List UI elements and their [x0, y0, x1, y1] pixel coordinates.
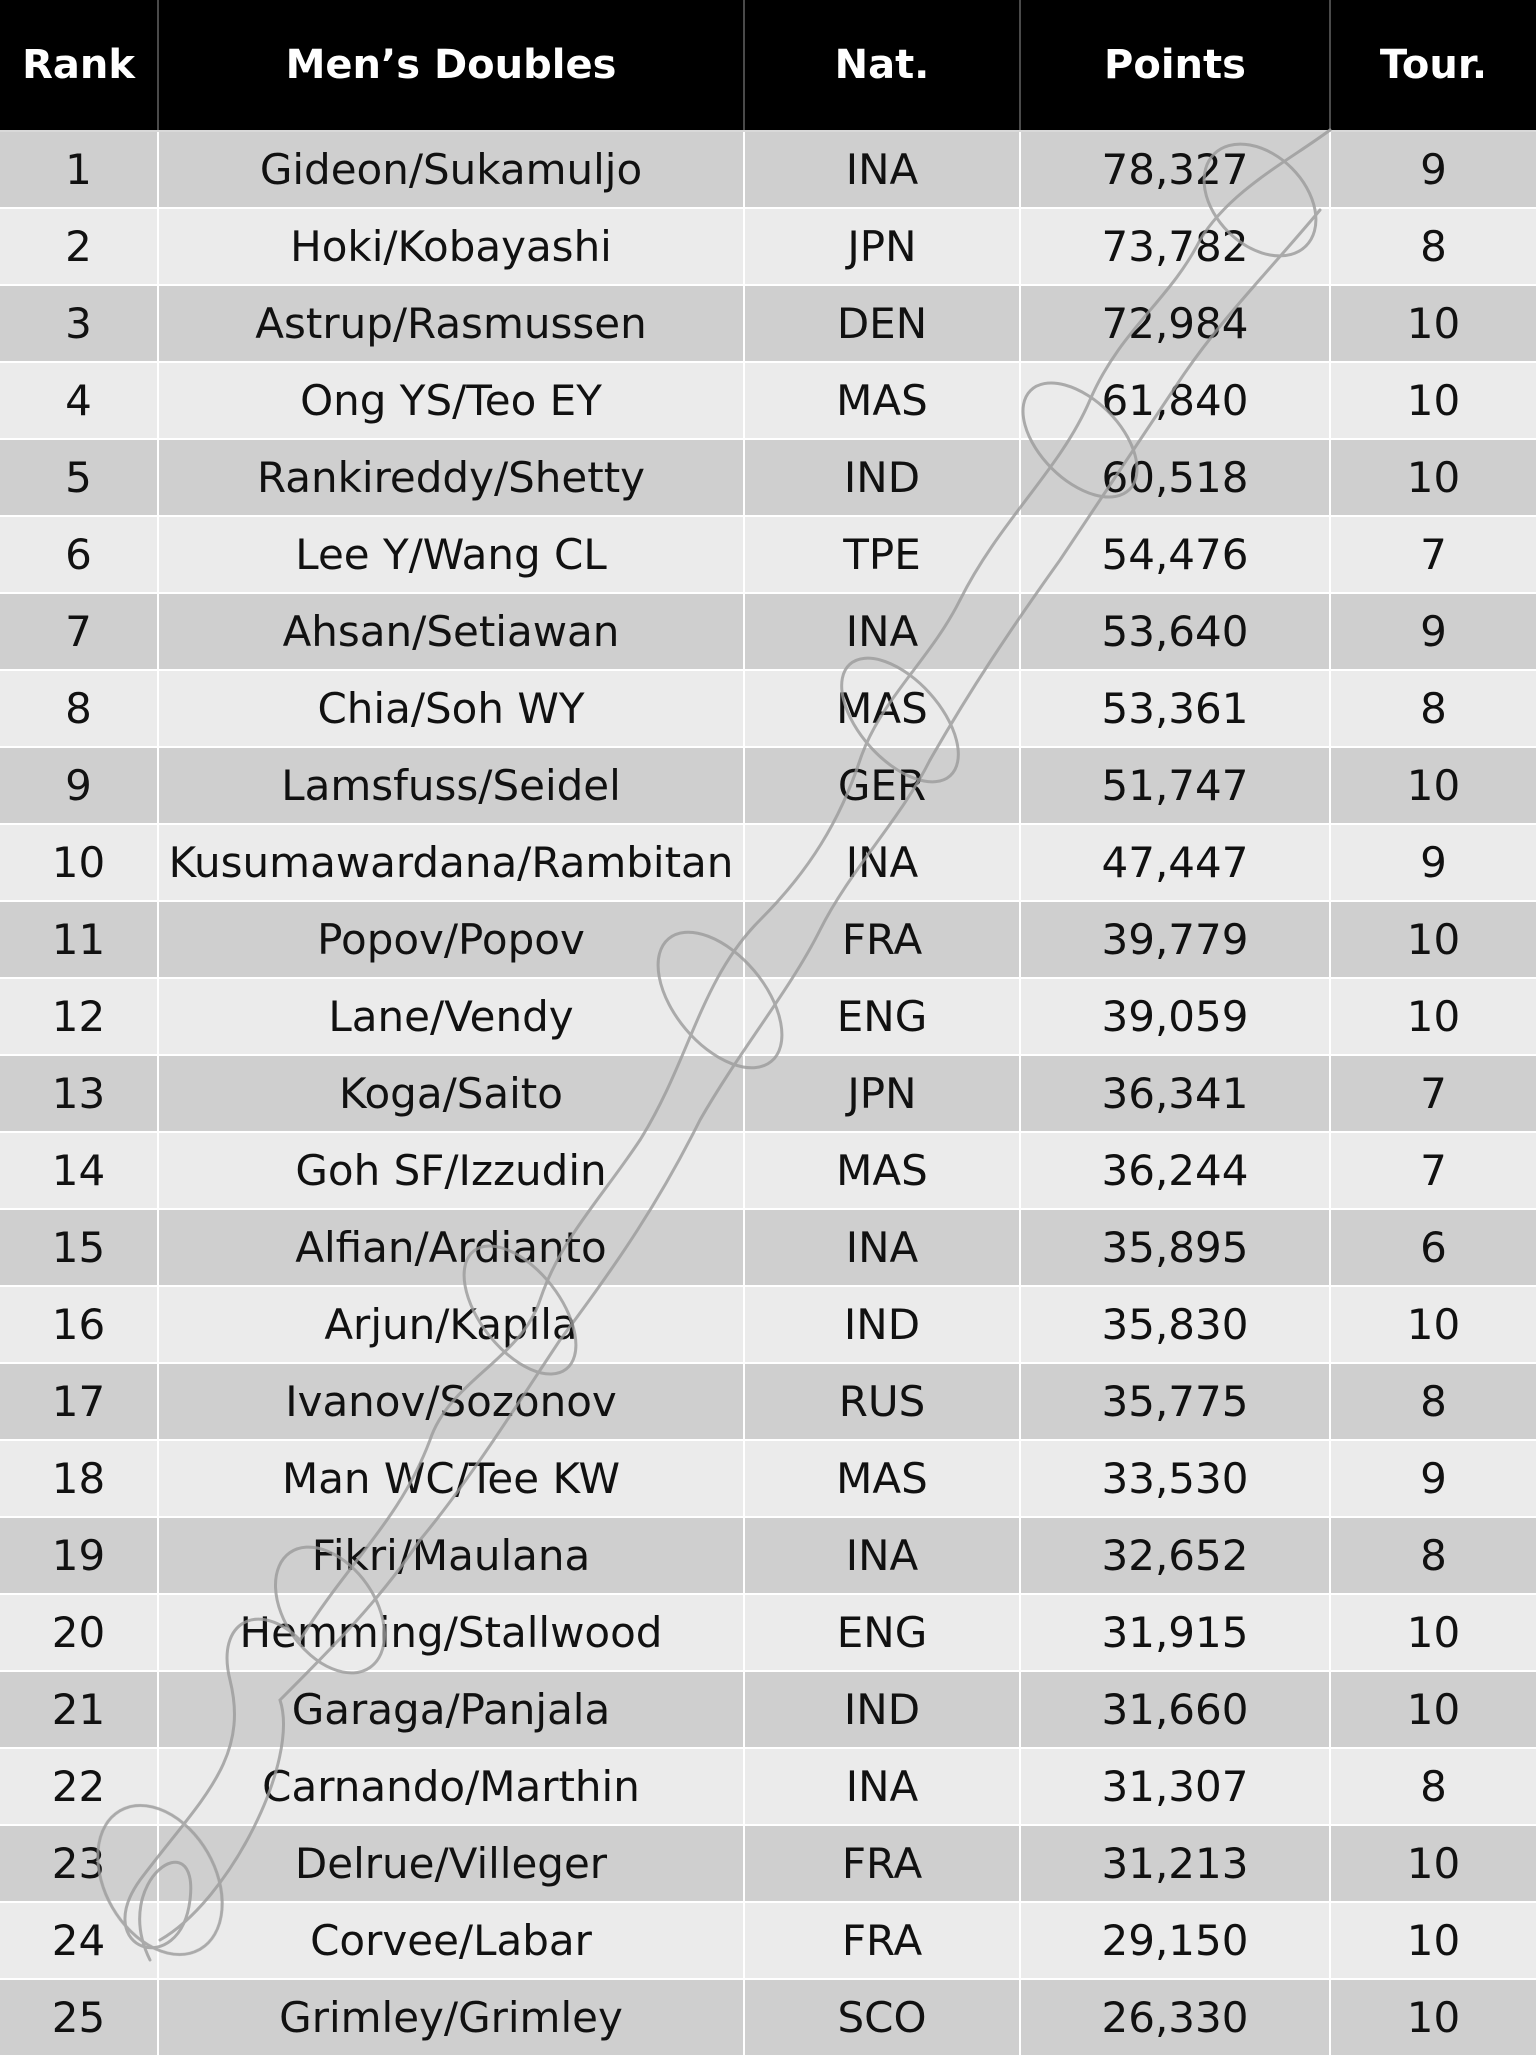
cell-nationality: INA: [744, 824, 1020, 901]
cell-pair-name: Man WC/Tee KW: [158, 1440, 744, 1517]
table-row: [0, 901, 1536, 978]
cell-tournaments: 10: [1330, 901, 1536, 978]
cell-tournaments: 9: [1330, 131, 1536, 208]
table-row: [0, 1209, 1536, 1286]
cell-rank: 5: [0, 439, 158, 516]
table-row: [0, 1363, 1536, 1440]
cell-tournaments: 8: [1330, 208, 1536, 285]
cell-points: 72,984: [1020, 285, 1330, 362]
table-row: [0, 439, 1536, 516]
cell-points: 51,747: [1020, 747, 1330, 824]
cell-nationality: DEN: [744, 285, 1020, 362]
cell-pair-name: Alfian/Ardianto: [158, 1209, 744, 1286]
table-row: [0, 131, 1536, 208]
cell-pair-name: Ivanov/Sozonov: [158, 1363, 744, 1440]
cell-rank: 2: [0, 208, 158, 285]
cell-pair-name: Grimley/Grimley: [158, 1979, 744, 2056]
cell-points: 31,660: [1020, 1671, 1330, 1748]
cell-points: 26,330: [1020, 1979, 1330, 2056]
table-row: [0, 824, 1536, 901]
cell-rank: 20: [0, 1594, 158, 1671]
cell-tournaments: 10: [1330, 1902, 1536, 1979]
table-row: [0, 1286, 1536, 1363]
cell-rank: 15: [0, 1209, 158, 1286]
cell-points: 53,361: [1020, 670, 1330, 747]
cell-nationality: FRA: [744, 1902, 1020, 1979]
cell-pair-name: Chia/Soh WY: [158, 670, 744, 747]
cell-points: 60,518: [1020, 439, 1330, 516]
cell-rank: 1: [0, 131, 158, 208]
table-body: [0, 131, 1536, 2056]
cell-points: 39,779: [1020, 901, 1330, 978]
cell-rank: 22: [0, 1748, 158, 1825]
cell-points: 35,830: [1020, 1286, 1330, 1363]
cell-pair-name: Carnando/Marthin: [158, 1748, 744, 1825]
cell-points: 78,327: [1020, 131, 1330, 208]
table-row: [0, 670, 1536, 747]
cell-tournaments: 8: [1330, 1748, 1536, 1825]
cell-points: 31,915: [1020, 1594, 1330, 1671]
cell-tournaments: 10: [1330, 1286, 1536, 1363]
table-row: [0, 1594, 1536, 1671]
cell-tournaments: 9: [1330, 824, 1536, 901]
cell-rank: 3: [0, 285, 158, 362]
cell-points: 29,150: [1020, 1902, 1330, 1979]
table-row: [0, 1748, 1536, 1825]
cell-pair-name: Arjun/Kapila: [158, 1286, 744, 1363]
table-row: [0, 747, 1536, 824]
cell-rank: 21: [0, 1671, 158, 1748]
cell-pair-name: Corvee/Labar: [158, 1902, 744, 1979]
cell-pair-name: Ahsan/Setiawan: [158, 593, 744, 670]
header-nationality: Nat.: [744, 0, 1020, 131]
cell-points: 53,640: [1020, 593, 1330, 670]
table-row: [0, 1979, 1536, 2056]
header-points: Points: [1020, 0, 1330, 131]
cell-tournaments: 10: [1330, 1825, 1536, 1902]
table-header: [0, 0, 1536, 131]
cell-points: 31,307: [1020, 1748, 1330, 1825]
cell-nationality: JPN: [744, 208, 1020, 285]
cell-nationality: INA: [744, 1517, 1020, 1594]
cell-pair-name: Goh SF/Izzudin: [158, 1132, 744, 1209]
cell-nationality: MAS: [744, 362, 1020, 439]
cell-nationality: MAS: [744, 670, 1020, 747]
cell-tournaments: 10: [1330, 747, 1536, 824]
table-row: [0, 593, 1536, 670]
cell-tournaments: 10: [1330, 362, 1536, 439]
cell-nationality: FRA: [744, 1825, 1020, 1902]
cell-tournaments: 10: [1330, 1594, 1536, 1671]
cell-rank: 24: [0, 1902, 158, 1979]
cell-nationality: INA: [744, 1748, 1020, 1825]
cell-tournaments: 10: [1330, 978, 1536, 1055]
cell-rank: 11: [0, 901, 158, 978]
cell-rank: 18: [0, 1440, 158, 1517]
cell-nationality: GER: [744, 747, 1020, 824]
cell-tournaments: 10: [1330, 439, 1536, 516]
table-row: [0, 1055, 1536, 1132]
cell-nationality: FRA: [744, 901, 1020, 978]
cell-tournaments: 7: [1330, 1132, 1536, 1209]
cell-pair-name: Hemming/Stallwood: [158, 1594, 744, 1671]
cell-pair-name: Lane/Vendy: [158, 978, 744, 1055]
cell-points: 61,840: [1020, 362, 1330, 439]
cell-rank: 13: [0, 1055, 158, 1132]
cell-rank: 12: [0, 978, 158, 1055]
header-tournaments: Tour.: [1330, 0, 1536, 131]
cell-points: 35,895: [1020, 1209, 1330, 1286]
cell-nationality: MAS: [744, 1132, 1020, 1209]
cell-nationality: TPE: [744, 516, 1020, 593]
cell-nationality: INA: [744, 131, 1020, 208]
cell-points: 36,341: [1020, 1055, 1330, 1132]
cell-pair-name: Gideon/Sukamuljo: [158, 131, 744, 208]
table-row: [0, 208, 1536, 285]
cell-points: 31,213: [1020, 1825, 1330, 1902]
cell-rank: 19: [0, 1517, 158, 1594]
cell-nationality: RUS: [744, 1363, 1020, 1440]
cell-nationality: IND: [744, 1671, 1020, 1748]
cell-rank: 8: [0, 670, 158, 747]
cell-tournaments: 8: [1330, 1517, 1536, 1594]
table-row: [0, 1671, 1536, 1748]
table-row: [0, 1517, 1536, 1594]
cell-pair-name: Delrue/Villeger: [158, 1825, 744, 1902]
cell-rank: 23: [0, 1825, 158, 1902]
cell-rank: 17: [0, 1363, 158, 1440]
cell-nationality: IND: [744, 1286, 1020, 1363]
table-row: [0, 1902, 1536, 1979]
cell-pair-name: Kusumawardana/Rambitan: [158, 824, 744, 901]
cell-tournaments: 9: [1330, 593, 1536, 670]
cell-pair-name: Lamsfuss/Seidel: [158, 747, 744, 824]
cell-points: 47,447: [1020, 824, 1330, 901]
cell-rank: 6: [0, 516, 158, 593]
table-row: [0, 1132, 1536, 1209]
cell-pair-name: Garaga/Panjala: [158, 1671, 744, 1748]
table-row: [0, 1825, 1536, 1902]
cell-rank: 9: [0, 747, 158, 824]
table-row: [0, 362, 1536, 439]
table-row: [0, 516, 1536, 593]
cell-rank: 14: [0, 1132, 158, 1209]
cell-tournaments: 9: [1330, 1440, 1536, 1517]
cell-points: 36,244: [1020, 1132, 1330, 1209]
cell-pair-name: Fikri/Maulana: [158, 1517, 744, 1594]
cell-tournaments: 7: [1330, 1055, 1536, 1132]
cell-rank: 10: [0, 824, 158, 901]
table-row: [0, 285, 1536, 362]
cell-tournaments: 8: [1330, 1363, 1536, 1440]
cell-pair-name: Rankireddy/Shetty: [158, 439, 744, 516]
cell-points: 32,652: [1020, 1517, 1330, 1594]
cell-pair-name: Koga/Saito: [158, 1055, 744, 1132]
cell-pair-name: Lee Y/Wang CL: [158, 516, 744, 593]
cell-pair-name: Ong YS/Teo EY: [158, 362, 744, 439]
header-mens-doubles: Men’s Doubles: [158, 0, 744, 131]
cell-nationality: MAS: [744, 1440, 1020, 1517]
cell-nationality: SCO: [744, 1979, 1020, 2056]
cell-tournaments: 10: [1330, 1979, 1536, 2056]
cell-points: 54,476: [1020, 516, 1330, 593]
cell-pair-name: Popov/Popov: [158, 901, 744, 978]
cell-nationality: JPN: [744, 1055, 1020, 1132]
cell-tournaments: 10: [1330, 1671, 1536, 1748]
cell-nationality: ENG: [744, 978, 1020, 1055]
cell-rank: 4: [0, 362, 158, 439]
cell-pair-name: Hoki/Kobayashi: [158, 208, 744, 285]
cell-tournaments: 6: [1330, 1209, 1536, 1286]
header-row: [0, 0, 1536, 131]
cell-tournaments: 10: [1330, 285, 1536, 362]
cell-tournaments: 7: [1330, 516, 1536, 593]
table-row: [0, 978, 1536, 1055]
cell-points: 73,782: [1020, 208, 1330, 285]
cell-nationality: ENG: [744, 1594, 1020, 1671]
cell-tournaments: 8: [1330, 670, 1536, 747]
cell-nationality: INA: [744, 593, 1020, 670]
table-row: [0, 1440, 1536, 1517]
cell-points: 33,530: [1020, 1440, 1330, 1517]
header-rank: Rank: [0, 0, 158, 131]
cell-nationality: IND: [744, 439, 1020, 516]
cell-rank: 25: [0, 1979, 158, 2056]
cell-rank: 7: [0, 593, 158, 670]
cell-points: 35,775: [1020, 1363, 1330, 1440]
cell-rank: 16: [0, 1286, 158, 1363]
cell-nationality: INA: [744, 1209, 1020, 1286]
cell-points: 39,059: [1020, 978, 1330, 1055]
cell-pair-name: Astrup/Rasmussen: [158, 285, 744, 362]
